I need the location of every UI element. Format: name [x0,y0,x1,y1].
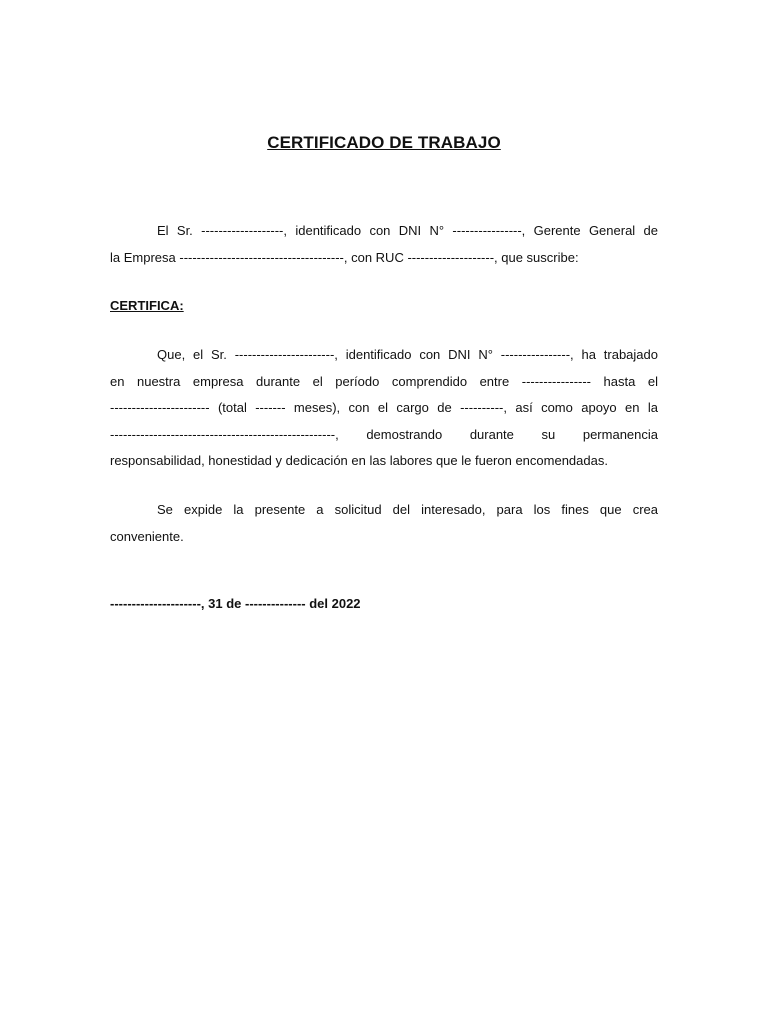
certification-line: en nuestra empresa durante el período comprendido entre ---------------- hasta el [110,373,658,389]
intro-line: la Empresa --------------------------------------, con RUC --------------------, que suscribe: [110,249,579,265]
closing-line: Se expide la presente a solicitud del interesado, para los fines que crea [157,502,658,517]
date-line: ---------------------, 31 de -------------- del 2022 [110,596,361,611]
certification-line: Que, el Sr. -----------------------, identificado con DNI N° ----------------, ha trabajado [157,347,658,362]
closing-line: conveniente. [110,528,184,544]
certifica-heading: CERTIFICA: [110,298,184,313]
closing-paragraph [110,497,658,550]
document-title: CERTIFICADO DE TRABAJO [267,133,501,152]
certification-line: ----------------------- (total ------- meses), con el cargo de ----------, así como apoyo en la [110,400,658,415]
certification-paragraph [110,342,658,475]
intro-line: El Sr. -------------------, identificado con DNI N° ----------------, Gerente General de [157,223,658,238]
certification-line: responsabilidad, honestidad y dedicación en las labores que le fueron encomendadas. [110,453,608,468]
certification-line: ----------------------------------------------------, demostrando durante su permanencia [110,426,658,442]
intro-paragraph [110,218,658,271]
